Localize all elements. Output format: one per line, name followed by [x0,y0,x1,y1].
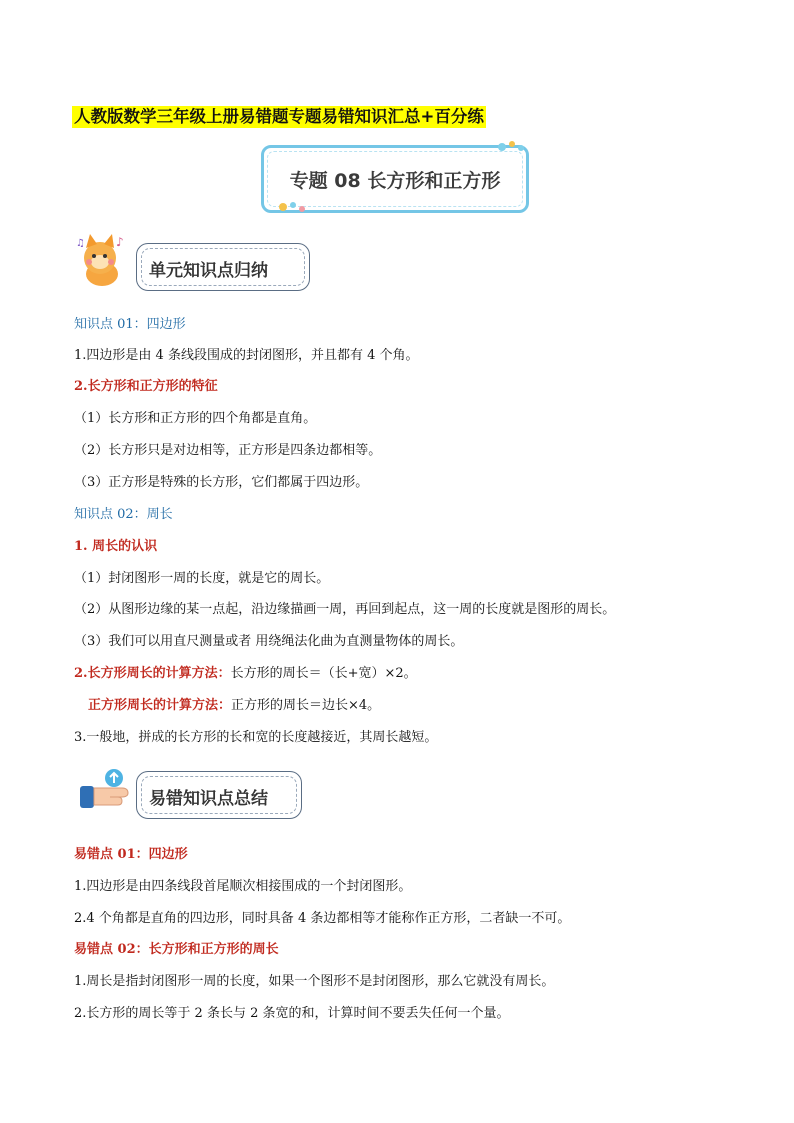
text-line: （3）我们可以用直尺测量或者 用绕绳法化曲为直测量物体的周长。 [74,634,464,649]
text-line: 2.4 个角都是直角的四边形，同时具备 4 条边都相等才能称作正方形，二者缺一不可。 [74,911,571,926]
pointing-hand-icon [74,764,132,814]
mistake-point-heading: 易错点 02：长方形和正方形的周长 [74,942,279,957]
section-title: 易错知识点总结 [149,789,268,809]
text-line: （3）正方形是特殊的长方形，它们都属于四边形。 [74,475,369,490]
svg-text:♪: ♪ [116,235,124,249]
series-banner: 人教版数学三年级上册易错题专题易错知识汇总+百分练 [74,107,484,126]
text-line: （1）长方形和正方形的四个角都是直角。 [74,411,317,426]
formula-text: 长方形的周长＝（长+宽）×2。 [230,666,417,681]
sub-heading: 2.长方形和正方形的特征 [74,379,218,394]
flower-decoration-icon [494,138,528,156]
formula-text: 正方形的周长＝边长×4。 [231,698,381,713]
text-line: 1.周长是指封闭图形一周的长度，如果一个图形不是封闭图形，那么它就没有周长。 [74,974,555,989]
knowledge-point-heading: 知识点 02：周长 [74,507,173,522]
text-line [88,697,380,715]
topic-title: 专题 08 长方形和正方形 [289,170,501,192]
text-line: （2）从图形边缘的某一点起，沿边缘描画一周，再回到起点，这一周的长度就是图形的周长。 [74,602,616,617]
formula-label: 正方形周长的计算方法： [88,698,232,713]
section-header-mistakes [136,771,302,819]
mistake-point-heading: 易错点 01：四边形 [74,847,188,862]
text-line: （2）长方形只是对边相等，正方形是四条边都相等。 [74,443,382,458]
section-header-knowledge [136,243,310,291]
flower-decoration-icon [276,198,312,216]
formula-label: 2.长方形周长的计算方法： [74,666,231,681]
topic-title-box [261,145,529,213]
text-line: （1）封闭图形一周的长度，就是它的周长。 [74,571,330,586]
section-title: 单元知识点归纳 [149,261,268,281]
text-line: 2.长方形的周长等于 2 条长与 2 条宽的和，计算时间不要丢失任何一个量。 [74,1006,510,1021]
knowledge-point-heading: 知识点 01：四边形 [74,317,186,332]
text-line: 3.一般地，拼成的长方形的长和宽的长度越接近，其周长越短。 [74,730,438,745]
text-line: 1.四边形是由 4 条线段围成的封闭图形，并且都有 4 个角。 [74,348,419,363]
sub-heading: 1. 周长的认识 [74,539,158,554]
text-line: 1.四边形是由四条线段首尾顺次相接围成的一个封闭图形。 [74,879,412,894]
cartoon-mascot-icon [72,232,134,292]
text-line [74,665,417,683]
svg-text:♫: ♫ [76,238,85,249]
